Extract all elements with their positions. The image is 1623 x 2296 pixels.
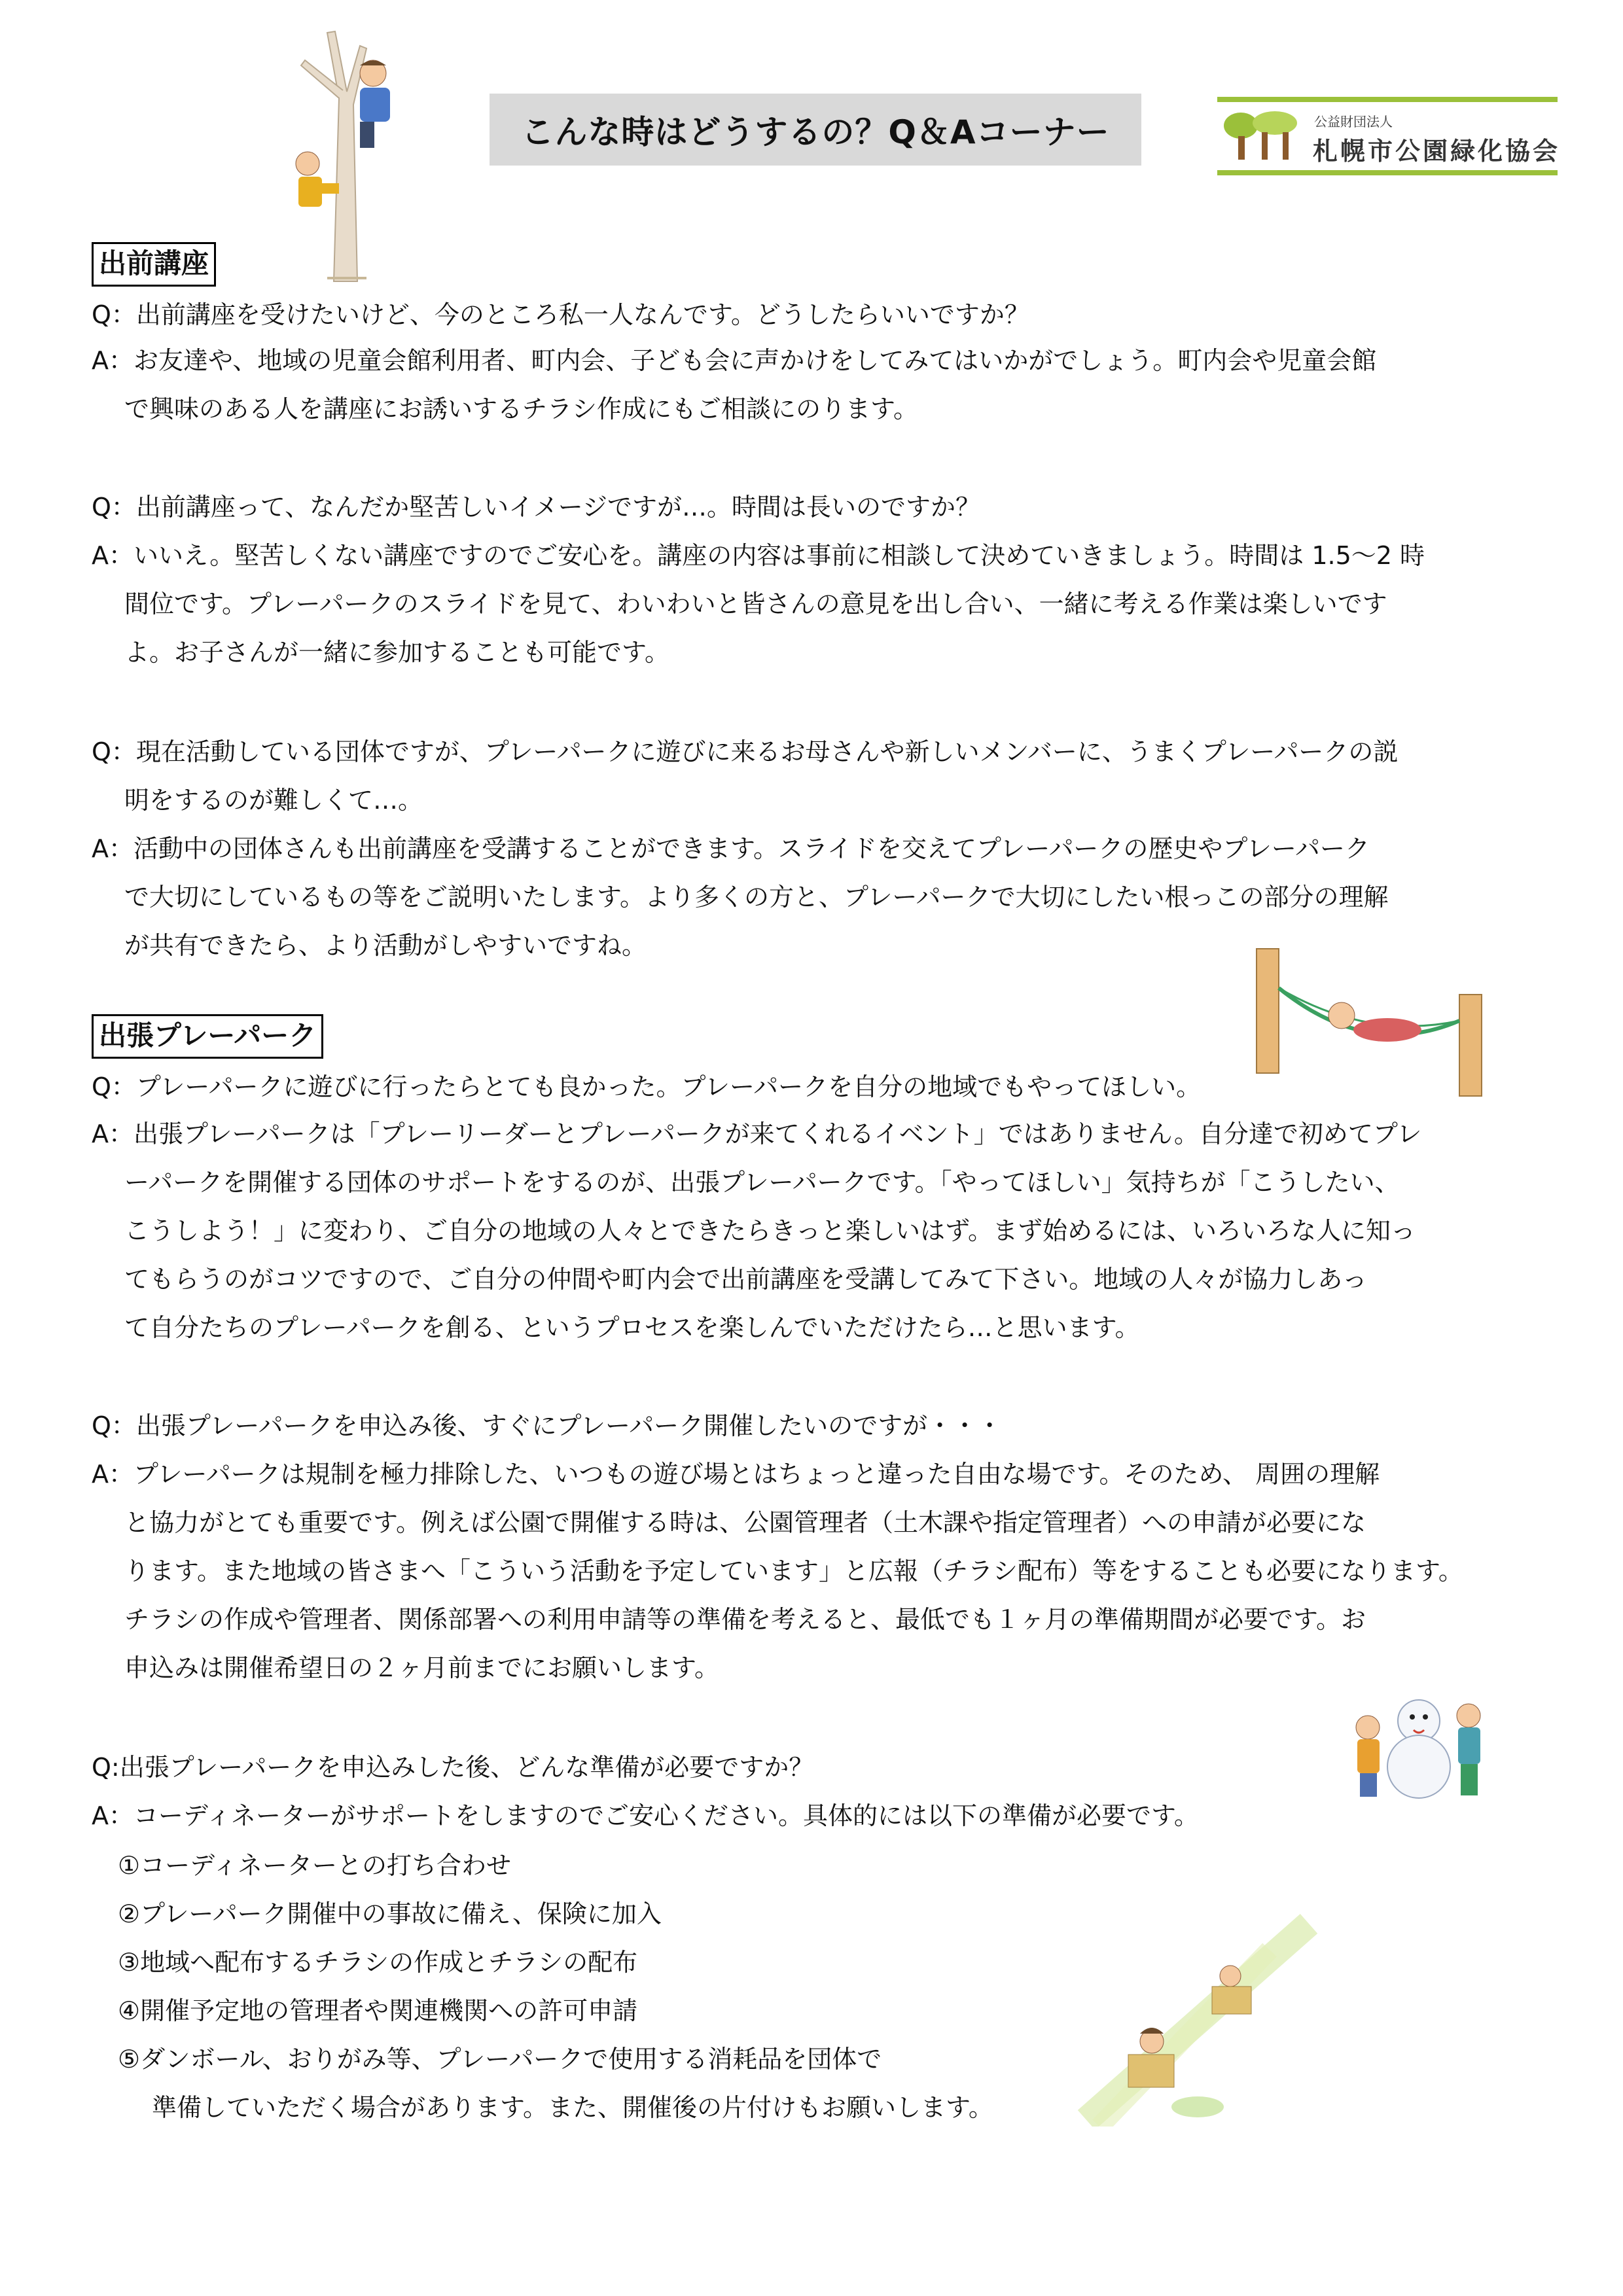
qa-line: てもらうのがコツですので、ご自分の仲間や町内会で出前講座を受講してみて下さい。地域の人々が協力しあっ [124,1265,1367,1294]
logo-org-type: 公益財団法人 [1314,114,1393,130]
qa-line: A：コーディネーターがサポートをしますのでご安心ください。具体的には以下の準備が必要です。 [92,1801,1199,1830]
qa-line: チラシの作成や管理者、関係部署への利用申請等の準備を考えると、最低でも１ヶ月の準備期間が必要です。お [124,1605,1366,1634]
qa-line: Q：出前講座を受けたいけど、今のところ私一人なんです。どうしたらいいですか？ [92,300,1029,329]
qa-line: Q：プレーパークに遊びに行ったらとても良かった。プレーパークを自分の地域でもやってほしい。 [92,1072,1202,1101]
prep-item-4: ④開催予定地の管理者や関連機関への許可申請 [118,1996,638,2025]
prep-item-2: ②プレーパーク開催中の事故に備え、保険に加入 [118,1899,662,1928]
qa-line: A：お友達や、地域の児童会館利用者、町内会、子ども会に声かけをしてみてはいかがでしょう。町内会や児童会館 [92,346,1377,375]
hammock-child-illustration [1243,942,1505,1099]
page-title: こんな時はどうするの？Q＆Aコーナー [490,94,1141,166]
qa-line: 間位です。プレーパークのスライドを見て、わいわいと皆さんの意見を出し合い、一緒に考える作業は楽しいです [124,590,1387,618]
logo-bottom-bar [1217,170,1558,175]
qa-line: Q：現在活動している団体ですが、プレーパークに遊びに来るお母さんや新しいメンバーに、うまくプレーパークの説 [92,737,1399,766]
prep-item-5: ⑤ダンボール、おりがみ等、プレーパークで使用する消耗品を団体で [118,2045,882,2074]
qa-line: A：出張プレーパークは「プレーリーダーとプレーパークが来てくれるイベント」ではありません。自分達で初めてプレ [92,1120,1422,1148]
qa-line: Q：出張プレーパークを申込み後、すぐにプレーパーク開催したいのですが・・・ [92,1411,1003,1440]
prep-item-3: ③地域へ配布するチラシの作成とチラシの配布 [118,1948,638,1977]
qa-line: と協力がとても重要です。例えば公園で開催する時は、公園管理者（土木課や指定管理者）への申請が必要にな [124,1508,1366,1537]
qa-line: で大切にしているもの等をご説明いたします。より多くの方と、プレーパークで大切にしたい根っこの部分の理解 [124,883,1389,911]
qa-line: 明をするのが難しくて…。 [124,786,423,815]
prep-item-5-continued: 準備していただく場合があります。また、開催後の片付けもお願いします。 [152,2093,993,2122]
qa-line: A：活動中の団体さんも出前講座を受講することができます。スライドを交えてプレーパークの歴史やプレーパーク [92,834,1370,863]
qa-line: Q：出前講座って、なんだか堅苦しいイメージですが…。時間は長いのですか？ [92,493,981,521]
qa-line: Q:出張プレーパークを申込みした後、どんな準備が必要ですか？ [92,1753,814,1782]
logo-top-bar [1217,97,1558,102]
qa-line: ーパークを開催する団体のサポートをするのが、出張プレーパークです。「やってほしい」気持ちが「こうしたい、 [124,1168,1400,1197]
cardboard-sliding-children-illustration [1073,1911,1322,2127]
qa-line: て自分たちのプレーパークを創る、というプロセスを楽しんでいただけたら…と思います。 [124,1313,1140,1342]
qa-line: ります。また地域の皆さまへ「こういう活動を予定しています」と広報（チラシ配布）等をすることも必要になります。 [124,1557,1463,1585]
qa-line: が共有できたら、より活動がしやすいですね。 [124,931,647,960]
prep-item-1: ①コーディネーターとの打ち合わせ [118,1851,512,1880]
section-heading-shucho-playpark: 出張プレーパーク [92,1014,323,1059]
qa-line: A：いいえ。堅苦しくない講座ですのでご安心を。講座の内容は事前に相談して決めていきましょう。時間は 1.5〜2 時 [92,541,1425,570]
qa-line: で興味のある人を講座にお誘いするチラシ作成にもご相談にのります。 [124,395,918,423]
section-heading-demae-koza: 出前講座 [92,242,216,287]
qa-line: 申込みは開催希望日の２ヶ月前までにお願いします。 [124,1653,719,1682]
qa-line: よ。お子さんが一緒に参加することも可能です。 [124,638,669,667]
qa-line: こうしよう！」に変わり、ご自分の地域の人々とできたらきっと楽しいはず。まず始めるには、いろいろな人に知っ [124,1216,1416,1245]
logo-org-name: 札幌市公園緑化協会 [1313,137,1561,166]
tree-logo-icon [1221,111,1306,164]
organization-logo [1217,97,1561,175]
snowman-children-illustration [1348,1675,1492,1806]
tree-climbing-children-illustration [262,20,425,288]
qa-line: A：プレーパークは規制を極力排除した、いつもの遊び場とはちょっと違った自由な場です。そのため、 周囲の理解 [92,1460,1380,1489]
